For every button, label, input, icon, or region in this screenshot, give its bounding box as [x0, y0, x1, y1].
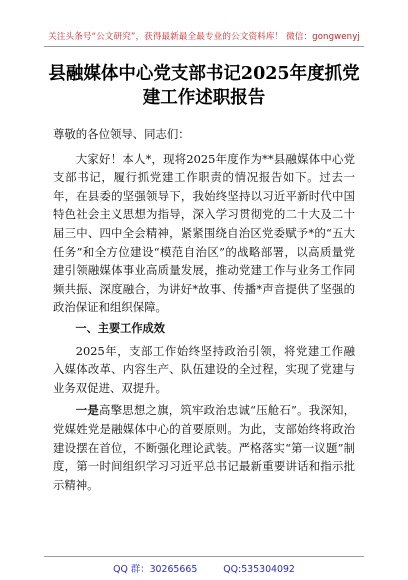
footer-qq-group: QQ 群：30265665 — [113, 564, 198, 575]
footer-qq-number: QQ:535304092 — [223, 564, 295, 575]
footer — [0, 561, 408, 575]
section-paragraph: 2025年，支部工作始终坚持政治引领，将党建工作融入媒体改革、内容生产、队伍建设的全过程，实现了党建与业务双促进、双提升。 — [53, 343, 355, 395]
document-title — [40, 62, 368, 110]
title-line-2: 建工作述职报告 — [142, 88, 266, 108]
salutation: 尊敬的各位领导、同志们： — [53, 127, 190, 141]
header-divider — [44, 46, 364, 47]
intro-paragraph: 大家好！本人*，现将2025年度作为**县融媒体中心党支部书记，履行抓党建工作职责的情况报告如下。过去一年，在县委的坚强领导下，我始终坚持以习近平新时代中国特色社会主义思想为指导，深入学习贯彻党的二十大及二十届三中、四中全会精神，紧紧围绕自治区党委赋予*的“五大任务”和全方位建设“模范自治区”的战略部署，以高质量党建引领融媒体事业高质量发展，推动党建工作与业务工作同频共振、深度融合，为讲好*故事、传播*声音提供了坚强的政治保证和组织保障。 — [53, 151, 355, 315]
point-lead: 一是 — [75, 403, 100, 418]
point-paragraph — [53, 401, 355, 494]
title-line-1: 县融媒体中心党支部书记2025年度抓党 — [48, 64, 360, 84]
point-text: 高擎思想之旗，筑牢政治忠诚“压舱石”。我深知，党媒姓党是融媒体中心的首要原则。为此，支部始终将政治建设摆在首位，不断强化理论武装。严格落实“第一议题”制度，第一时间组织学习习近平总书记最新重要讲话和指示批示精神。 — [53, 403, 355, 492]
section-heading: 一、主要工作成效 — [75, 321, 165, 335]
document-body — [53, 125, 355, 494]
footer-divider — [44, 556, 364, 557]
header-banner: 关注头条号“公文研究”，获得最新最全最专业的公文资料库！ 微信：gongwenyj — [48, 32, 360, 42]
